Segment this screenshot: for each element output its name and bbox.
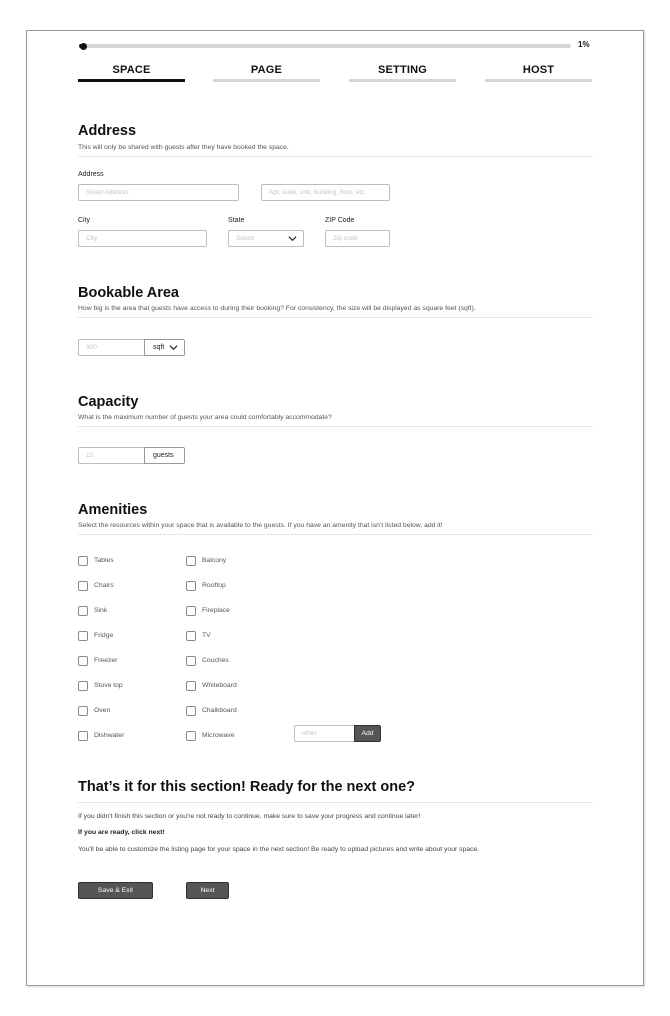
tab-setting-indicator	[349, 79, 456, 82]
address-subtitle: This will only be shared with guests after they have booked the space.	[78, 144, 289, 151]
amenity-label: Fireplace	[202, 607, 230, 614]
divider	[78, 534, 593, 535]
amenity-label: Freezer	[94, 657, 118, 664]
tab-page-indicator	[213, 79, 320, 82]
amenity-label: Rooftop	[202, 582, 226, 589]
next-section-text: You'll be able to customize the listing page for your space in the next section! Be ready to upload pictures and write about your space.	[78, 846, 480, 853]
address-label: Address	[78, 171, 104, 178]
amenity-label: Chairs	[94, 582, 114, 589]
next-button[interactable]: Next	[186, 882, 229, 899]
ready-text: If you are ready, click next!	[78, 829, 165, 836]
capacity-input[interactable]: 15	[78, 447, 145, 464]
amenity-checkbox[interactable]	[78, 681, 88, 691]
add-amenity-button[interactable]: Add	[354, 725, 381, 742]
amenity-label: Dishwater	[94, 732, 125, 739]
amenity-label: Fridge	[94, 632, 114, 639]
tab-setting[interactable]: SETTING	[377, 64, 428, 76]
amenity-checkbox[interactable]	[186, 731, 196, 741]
amenity-checkbox[interactable]	[78, 556, 88, 566]
state-select[interactable]	[228, 230, 304, 247]
capacity-subtitle: What is the maximum number of guests your area could comfortably accommodate?	[78, 414, 332, 421]
amenity-checkbox[interactable]	[78, 581, 88, 591]
amenity-label: Chalkboard	[202, 707, 237, 714]
amenities-subtitle: Select the resources within your space that is available to the guests. If you have an amenity that isn’t listed below, add it!	[78, 522, 443, 529]
amenity-checkbox[interactable]	[186, 631, 196, 641]
amenity-label: TV	[202, 632, 211, 639]
tab-space[interactable]: SPACE	[112, 64, 151, 76]
area-unit-select[interactable]	[144, 339, 185, 356]
bookable-area-subtitle: How big is the area that guests have access to during their booking? For consistency, the size will be displayed as square feet (sqft).	[78, 305, 476, 312]
other-amenity-input[interactable]: other	[294, 725, 355, 742]
chevron-down-icon	[169, 344, 178, 351]
apt-suite-input[interactable]: Apt, suite, unit, building, floor, etc.	[261, 184, 390, 201]
chevron-down-icon	[288, 235, 297, 242]
amenity-checkbox[interactable]	[186, 606, 196, 616]
divider	[78, 802, 593, 803]
tab-host[interactable]: HOST	[522, 64, 555, 76]
amenity-label: Tables	[94, 557, 114, 564]
capacity-unit: guests	[144, 447, 185, 464]
divider	[78, 426, 593, 427]
tab-host-indicator	[485, 79, 592, 82]
save-progress-text: If you didn't finish this section or you're not ready to continue, make sure to save your progress and continue later!	[78, 813, 421, 820]
page-frame	[26, 30, 644, 986]
area-unit-value: sqft	[153, 344, 165, 351]
divider	[78, 317, 593, 318]
section-complete-title: That’s it for this section! Ready for the next one?	[78, 779, 416, 795]
amenity-label: Oven	[94, 707, 111, 714]
amenity-label: Stove top	[94, 682, 123, 689]
progress-bar	[79, 44, 571, 48]
state-select-value: Select	[236, 235, 255, 242]
amenity-checkbox[interactable]	[186, 556, 196, 566]
save-exit-button[interactable]: Save & Exit	[78, 882, 153, 899]
amenity-checkbox[interactable]	[78, 631, 88, 641]
progress-handle	[80, 43, 87, 50]
amenity-checkbox[interactable]	[78, 656, 88, 666]
street-address-input[interactable]: Street Address	[78, 184, 239, 201]
amenity-checkbox[interactable]	[78, 606, 88, 616]
tab-page[interactable]: PAGE	[250, 64, 283, 76]
zip-code-input[interactable]: Zip code	[325, 230, 390, 247]
zip-label: ZIP Code	[325, 217, 355, 224]
capacity-title: Capacity	[78, 394, 139, 410]
area-input[interactable]: 300	[78, 339, 145, 356]
progress-percent: 1%	[578, 40, 590, 49]
divider	[78, 156, 593, 157]
state-label: State	[228, 217, 245, 224]
amenity-label: Sink	[94, 607, 108, 614]
amenity-checkbox[interactable]	[186, 706, 196, 716]
bookable-area-title: Bookable Area	[78, 285, 179, 301]
amenity-label: Whiteboard	[202, 682, 237, 689]
amenity-checkbox[interactable]	[78, 731, 88, 741]
tab-space-indicator	[78, 79, 185, 82]
amenity-label: Microwave	[202, 732, 235, 739]
amenity-checkbox[interactable]	[186, 581, 196, 591]
amenity-label: Balcony	[202, 557, 227, 564]
city-input[interactable]: City	[78, 230, 207, 247]
city-label: City	[78, 217, 91, 224]
amenity-checkbox[interactable]	[78, 706, 88, 716]
amenity-checkbox[interactable]	[186, 681, 196, 691]
amenity-checkbox[interactable]	[186, 656, 196, 666]
address-title: Address	[78, 123, 137, 139]
amenities-title: Amenities	[78, 502, 148, 518]
amenity-label: Couches	[202, 657, 229, 664]
